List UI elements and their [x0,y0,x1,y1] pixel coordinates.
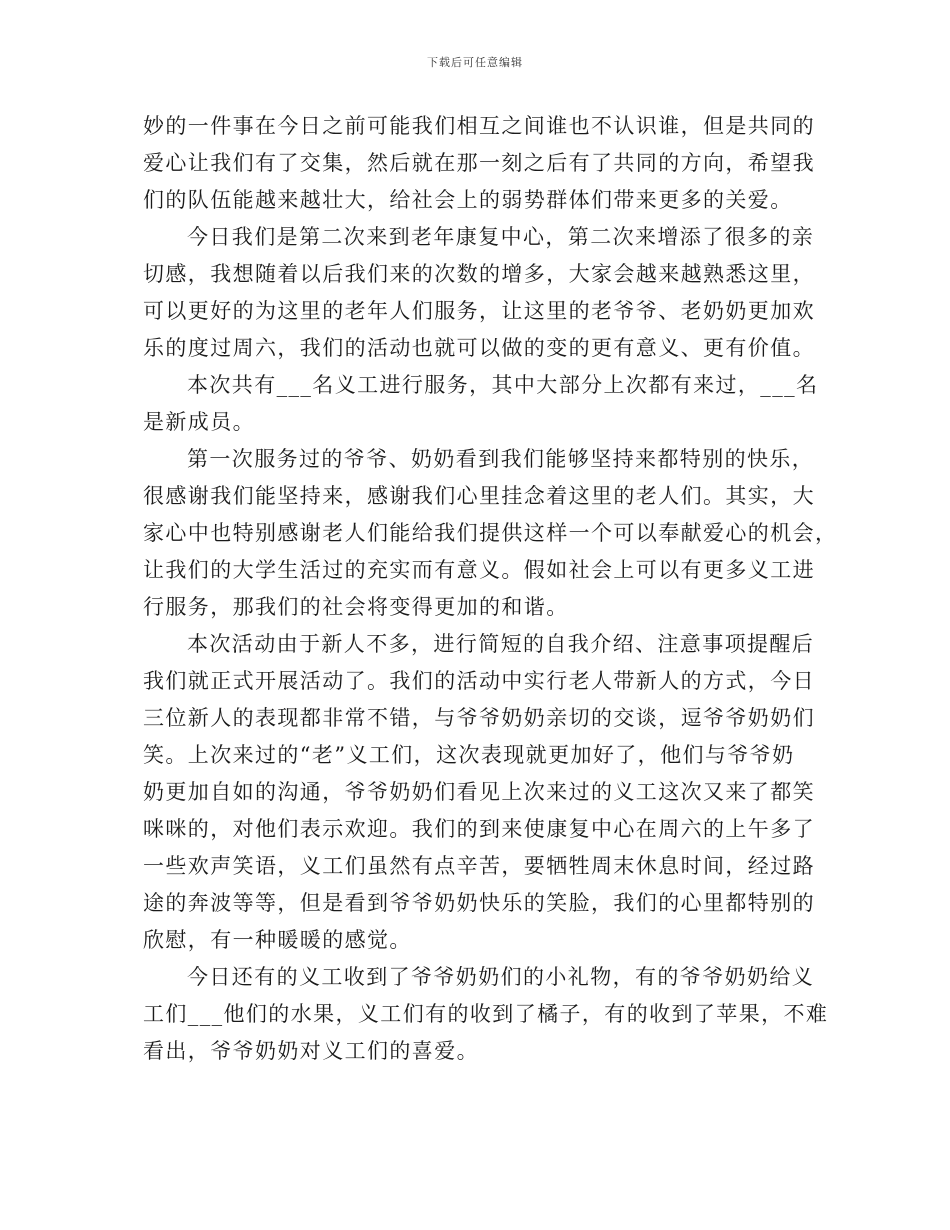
text-line: 三位新人的表现都非常不错，与爷爷奶奶亲切的交谈，逗爷爷奶奶们 [143,706,815,730]
paragraph-first-line: 今日还有的义工收到了爷爷奶奶们的小礼物，有的爷爷奶奶给义 [187,965,815,989]
text-line: 我们就正式开展活动了。我们的活动中实行老人带新人的方式，今日 [143,669,815,693]
text-line: 工们___他们的水果，义工们有的收到了橘子，有的收到了苹果，不难 [143,1002,829,1026]
text-line: 途的奔波等等，但是看到爷爷奶奶快乐的笑脸，我们的心里都特别的 [143,891,815,915]
text-line: 切感，我想随着以后我们来的次数的增多，大家会越来越熟悉这里， [143,262,815,286]
text-line: 欣慰，有一种暖暖的感觉。 [143,928,412,952]
text-line: 笑。上次来过的“老”义工们，这次表现就更加好了，他们与爷爷奶 [143,743,795,767]
text-line: 一些欢声笑语，义工们虽然有点辛苦，要牺牲周末休息时间，经过路 [143,854,815,878]
document-body [143,108,838,1070]
paragraph-first-line: 本次活动由于新人不多，进行简短的自我介绍、注意事项提醒后 [187,632,815,656]
paragraph-first-line: 第一次服务过的爷爷、奶奶看到我们能够坚持来都特别的快乐， [187,447,815,471]
page-header: 下载后可任意编辑 [427,56,523,69]
text-line: 让我们的大学生活过的充实而有意义。假如社会上可以有更多义工进 [143,558,815,582]
text-line: 乐的度过周六，我们的活动也就可以做的变的更有意义、更有价值。 [143,336,815,360]
paragraph-first-line: 今日我们是第二次来到老年康复中心，第二次来增添了很多的亲 [187,225,815,249]
paragraph-first-line: 本次共有___名义工进行服务，其中大部分上次都有来过，___名 [187,373,819,397]
text-line: 们的队伍能越来越壮大，给社会上的弱势群体们带来更多的关爱。 [143,188,793,212]
text-line: 可以更好的为这里的老年人们服务，让这里的老爷爷、老奶奶更加欢 [143,299,815,323]
text-line: 行服务，那我们的社会将变得更加的和谐。 [143,595,569,619]
text-line: 咪咪的，对他们表示欢迎。我们的到来使康复中心在周六的上午多了 [143,817,815,841]
text-line: 爱心让我们有了交集，然后就在那一刻之后有了共同的方向，希望我 [143,151,815,175]
text-line: 看出，爷爷奶奶对义工们的喜爱。 [143,1039,479,1063]
text-line: 很感谢我们能坚持来，感谢我们心里挂念着这里的老人们。其实，大 [143,484,815,508]
text-line: 妙的一件事在今日之前可能我们相互之间谁也不认识谁，但是共同的 [143,114,815,138]
text-line: 家心中也特别感谢老人们能给我们提供这样一个可以奉献爱心的机会， [143,521,838,545]
text-line: 奶更加自如的沟通，爷爷奶奶们看见上次来过的义工这次又来了都笑 [143,780,815,804]
text-line: 是新成员。 [143,410,255,434]
